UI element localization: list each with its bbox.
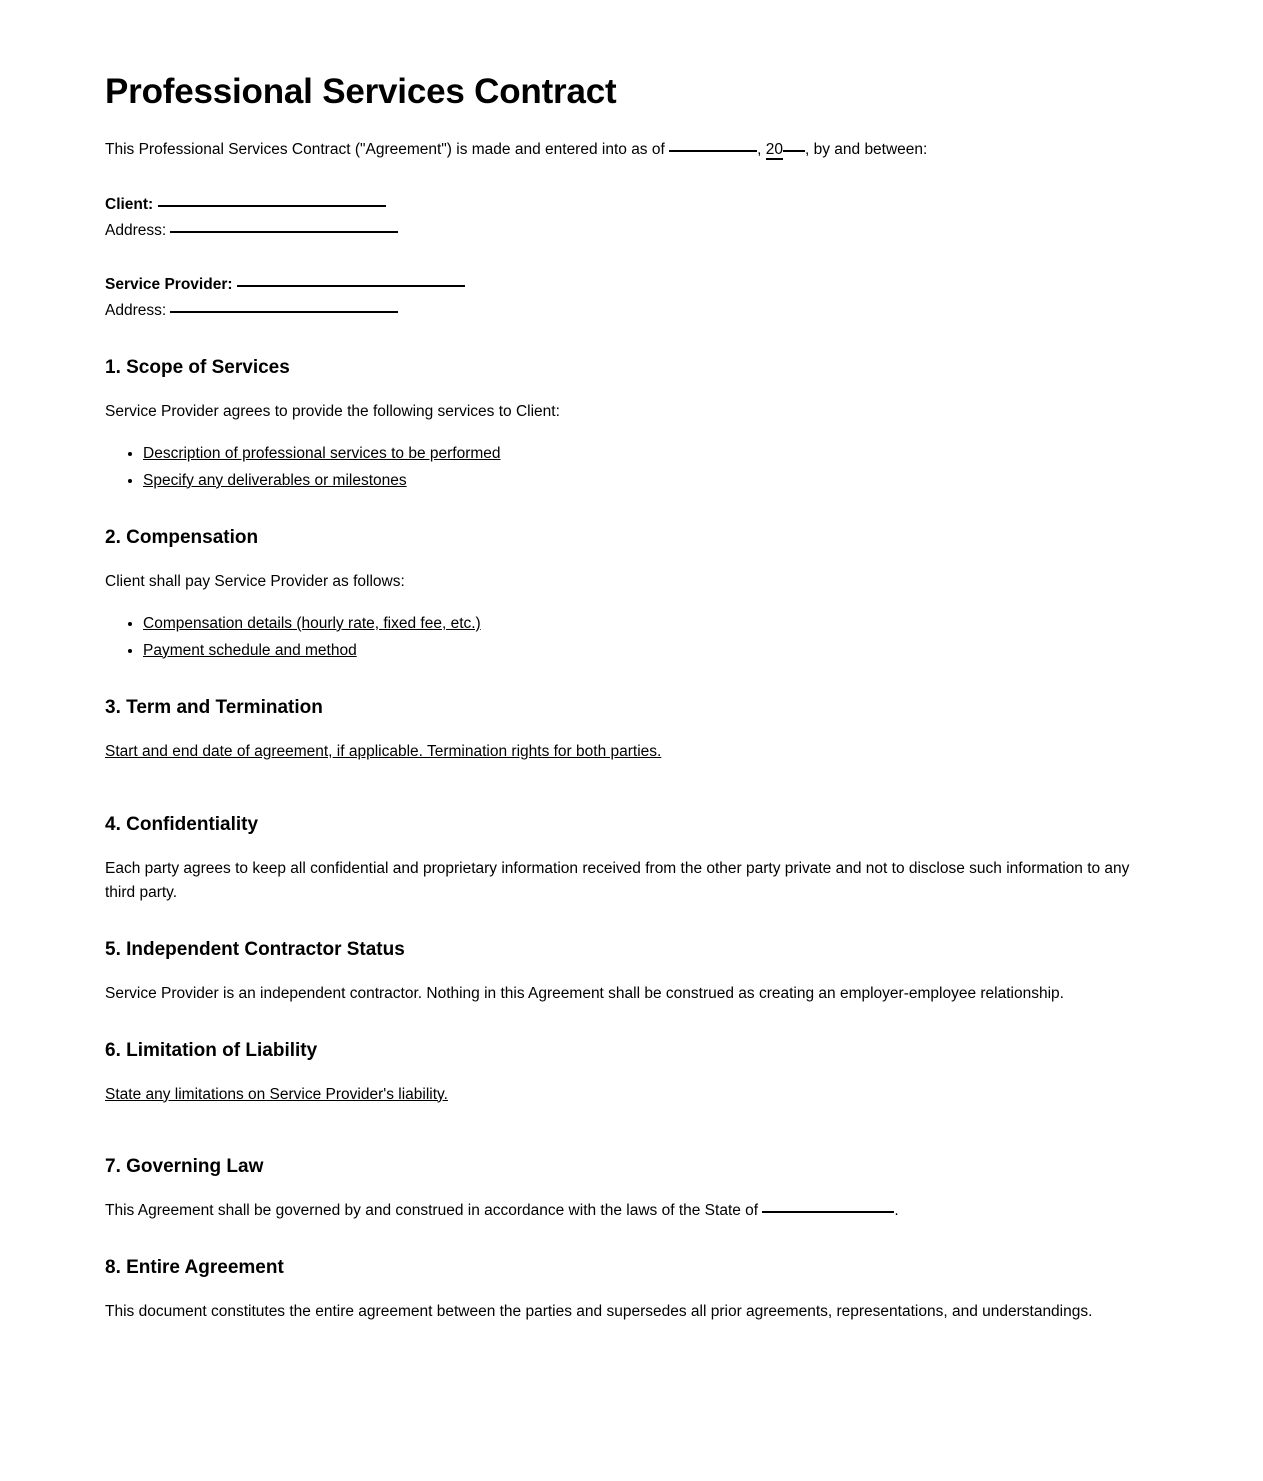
section-body-text	[105, 1199, 1140, 1224]
section-body-text: Service Provider is an independent contractor. Nothing in this Agreement shall be construed as creating an employer-employee relationship.	[105, 984, 1064, 1002]
section-heading: 1. Scope of Services	[105, 357, 290, 379]
list-item	[143, 611, 1158, 638]
client-label: Client:	[105, 196, 154, 214]
provider-label: Service Provider:	[105, 276, 233, 294]
governing-law-text-after-blank: .	[894, 1202, 899, 1220]
page-title: Professional Services Contract	[105, 72, 617, 111]
provider-name-blank-field[interactable]	[237, 273, 465, 287]
section-scope-of-services	[105, 357, 1158, 494]
year-prefix: 20	[766, 141, 783, 160]
section-confidentiality	[105, 814, 1158, 906]
section-heading: 6. Limitation of Liability	[105, 1039, 318, 1061]
section-entire-agreement	[105, 1257, 1158, 1325]
list-item	[143, 441, 1158, 468]
list-item-label: Specify any deliverables or milestones	[143, 471, 407, 489]
date-blank-field[interactable]	[669, 138, 757, 152]
section-intro-text: Service Provider agrees to provide the following services to Client:	[105, 403, 560, 421]
client-party-block	[105, 192, 1158, 244]
client-address-blank-field[interactable]	[170, 219, 398, 233]
client-line	[105, 192, 1158, 218]
section-independent-contractor-status	[105, 939, 1158, 1007]
section-governing-law	[105, 1156, 1158, 1224]
scope-bullet-list	[105, 441, 1158, 494]
section-intro-text: Client shall pay Service Provider as follows:	[105, 573, 405, 591]
section-placeholder-text: State any limitations on Service Provider's liability.	[105, 1085, 448, 1103]
section-heading: 2. Compensation	[105, 527, 259, 549]
state-blank-field[interactable]	[762, 1200, 894, 1213]
governing-law-text-before-blank: This Agreement shall be governed by and construed in accordance with the laws of the State of	[105, 1202, 763, 1220]
provider-address-line	[105, 298, 1158, 324]
section-placeholder-text: Start and end date of agreement, if applicable. Termination rights for both parties.	[105, 743, 662, 760]
intro-paragraph	[105, 138, 1158, 162]
provider-line	[105, 272, 1158, 298]
provider-address-blank-field[interactable]	[170, 299, 398, 313]
intro-text-before-date: This Professional Services Contract ("Agreement") is made and entered into as of	[105, 141, 670, 159]
placeholder-wrap	[105, 1083, 1158, 1124]
list-item-label: Description of professional services to be performed	[143, 444, 501, 462]
section-heading: 8. Entire Agreement	[105, 1256, 284, 1278]
section-heading: 3. Term and Termination	[105, 697, 323, 719]
section-heading: 5. Independent Contractor Status	[105, 939, 405, 961]
intro-text-after-year: , by and between:	[804, 141, 928, 159]
placeholder-wrap	[105, 740, 1158, 781]
intro-comma: ,	[757, 141, 766, 159]
list-item-label: Payment schedule and method	[143, 641, 357, 659]
client-address-label: Address:	[105, 222, 167, 240]
provider-address-label: Address:	[105, 302, 167, 320]
section-body-text: Each party agrees to keep all confidential and proprietary information received from the other party private and not to disclose such information to any third party.	[105, 859, 1130, 902]
provider-party-block	[105, 272, 1158, 324]
list-item-label: Compensation details (hourly rate, fixed fee, etc.)	[143, 614, 481, 632]
compensation-bullet-list	[105, 611, 1158, 664]
section-term-and-termination	[105, 697, 1158, 781]
section-limitation-of-liability	[105, 1040, 1158, 1124]
section-compensation	[105, 527, 1158, 664]
list-item	[143, 638, 1158, 665]
client-address-line	[105, 218, 1158, 244]
section-heading: 4. Confidentiality	[105, 813, 259, 835]
list-item	[143, 468, 1158, 495]
client-name-blank-field[interactable]	[158, 193, 386, 207]
section-body-text: This document constitutes the entire agreement between the parties and supersedes all prior agreements, representations, and understandings.	[105, 1302, 1093, 1320]
section-heading: 7. Governing Law	[105, 1156, 264, 1178]
year-blank-field[interactable]	[783, 138, 805, 152]
